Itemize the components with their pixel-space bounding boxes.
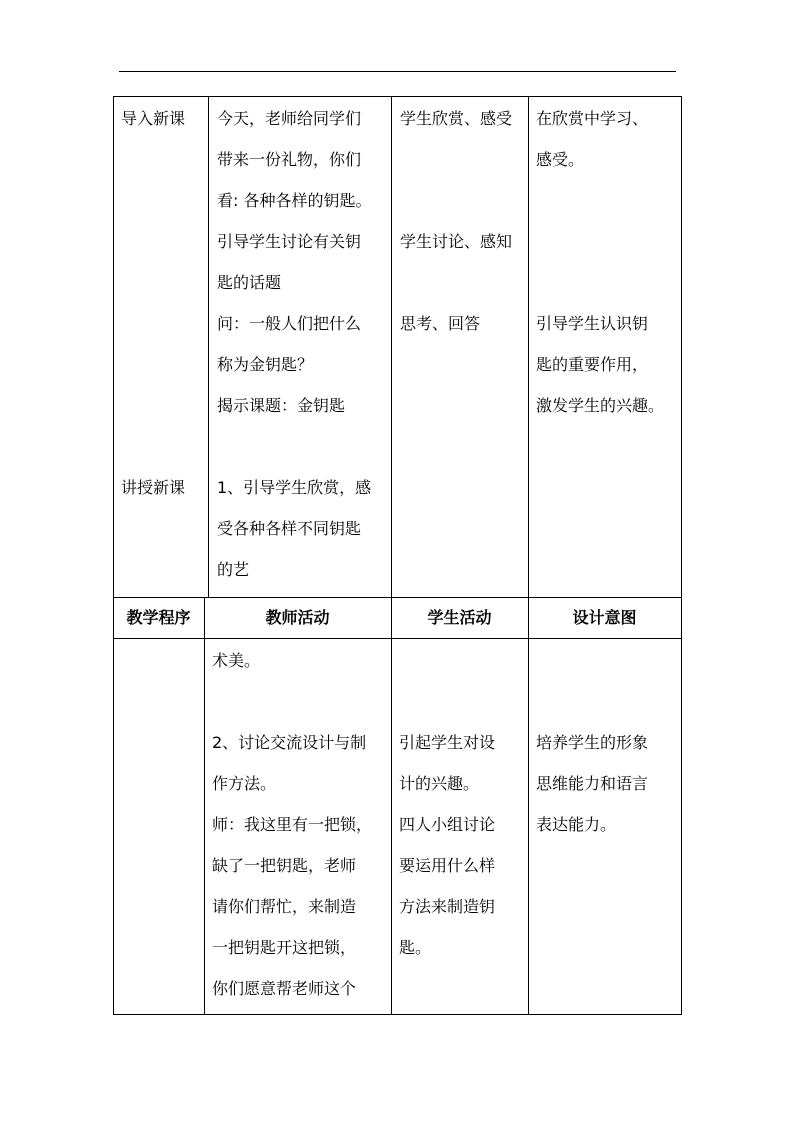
text-line: 感受。 bbox=[536, 150, 585, 169]
text-line: 方法来制造钥 bbox=[399, 897, 496, 916]
text-line: 请你们帮忙，来制造 bbox=[212, 897, 357, 916]
text-line bbox=[400, 139, 526, 180]
text-line bbox=[399, 640, 526, 681]
header-design-intent: 设计意图 bbox=[572, 608, 637, 627]
text-line: 揭示课题：金钥匙 bbox=[217, 396, 346, 415]
text-line bbox=[121, 426, 205, 467]
header-teaching-procedure: 教学程序 bbox=[126, 608, 191, 627]
text-line bbox=[400, 262, 526, 303]
header-bottom-border bbox=[113, 638, 682, 639]
text-line bbox=[121, 385, 205, 426]
text-line: 引起学生对设 bbox=[399, 733, 496, 752]
text-line: 学生欣赏、感受 bbox=[400, 109, 513, 128]
text-line: 受各种各样不同钥匙 bbox=[217, 519, 362, 538]
upper-col3-student-activity bbox=[400, 98, 526, 344]
text-line bbox=[121, 344, 205, 385]
upper-col4-design-intent bbox=[536, 98, 679, 426]
text-line: 引导学生讨论有关钥 bbox=[217, 232, 362, 251]
text-line: 匙。 bbox=[399, 938, 432, 957]
upper-col2-teacher-activity bbox=[217, 98, 389, 590]
text-line: 缺了一把钥匙，老师 bbox=[212, 856, 357, 875]
text-line: 1、引导学生欣赏，感 bbox=[217, 478, 372, 497]
header-student-activity: 学生活动 bbox=[427, 608, 492, 627]
text-line bbox=[399, 681, 526, 722]
text-line: 师：我这里有一把锁， bbox=[212, 815, 373, 834]
col1-divider-upper bbox=[208, 96, 209, 597]
text-line: 讲授新课 bbox=[121, 478, 186, 497]
col2-divider bbox=[391, 96, 392, 1014]
text-line bbox=[212, 681, 389, 722]
lower-col3-student-activity bbox=[399, 640, 526, 968]
text-line: 思考、回答 bbox=[400, 314, 481, 333]
text-line: 表达能力。 bbox=[536, 815, 617, 834]
text-line: 带来一份礼物，你们 bbox=[217, 150, 362, 169]
text-line: 术美。 bbox=[212, 651, 261, 670]
text-line: 匙的重要作用， bbox=[536, 355, 649, 374]
upper-col1-procedure bbox=[121, 98, 205, 508]
text-line bbox=[121, 262, 205, 303]
text-line: 2、讨论交流设计与制 bbox=[212, 733, 367, 752]
text-line bbox=[536, 180, 679, 221]
table-left-border bbox=[113, 96, 114, 1014]
text-line bbox=[536, 221, 679, 262]
text-line: 计的兴趣。 bbox=[399, 774, 480, 793]
text-line bbox=[400, 180, 526, 221]
text-line: 看: 各种各样的钥匙。 bbox=[217, 191, 372, 210]
top-rule bbox=[119, 71, 676, 72]
text-line: 在欣赏中学习、 bbox=[536, 109, 649, 128]
text-line bbox=[121, 139, 205, 180]
text-line: 导入新课 bbox=[121, 109, 186, 128]
text-line: 学生讨论、感知 bbox=[400, 232, 513, 251]
table-top-border bbox=[113, 96, 682, 97]
lower-col2-teacher-activity bbox=[212, 640, 389, 1009]
text-line: 你们愿意帮老师这个 bbox=[212, 979, 357, 998]
text-line: 匙的话题 bbox=[217, 273, 282, 292]
text-line: 要运用什么样 bbox=[399, 856, 496, 875]
text-line bbox=[536, 262, 679, 303]
col1-divider-lower bbox=[204, 597, 205, 1014]
text-line bbox=[121, 180, 205, 221]
header-teacher-activity: 教师活动 bbox=[265, 608, 330, 627]
text-line: 激发学生的兴趣。 bbox=[536, 396, 665, 415]
text-line: 今天，老师给同学们 bbox=[217, 109, 362, 128]
text-line bbox=[536, 640, 679, 681]
col3-divider bbox=[528, 96, 529, 1014]
text-line: 思维能力和语言 bbox=[536, 774, 649, 793]
text-line: 的艺 bbox=[217, 560, 250, 579]
text-line: 称为金钥匙？ bbox=[217, 355, 314, 374]
text-line: 培养学生的形象 bbox=[536, 733, 649, 752]
table-bottom-border bbox=[113, 1014, 682, 1015]
text-line: 四人小组讨论 bbox=[399, 815, 496, 834]
text-line bbox=[121, 303, 205, 344]
table-right-border bbox=[681, 96, 682, 1014]
text-line bbox=[217, 426, 389, 467]
text-line: 问：一般人们把什么 bbox=[217, 314, 362, 333]
text-line: 一把钥匙开这把锁， bbox=[212, 938, 357, 957]
lower-col4-design-intent bbox=[536, 640, 679, 845]
text-line: 作方法。 bbox=[212, 774, 277, 793]
text-line: 引导学生认识钥 bbox=[536, 314, 649, 333]
text-line bbox=[536, 681, 679, 722]
text-line bbox=[121, 221, 205, 262]
